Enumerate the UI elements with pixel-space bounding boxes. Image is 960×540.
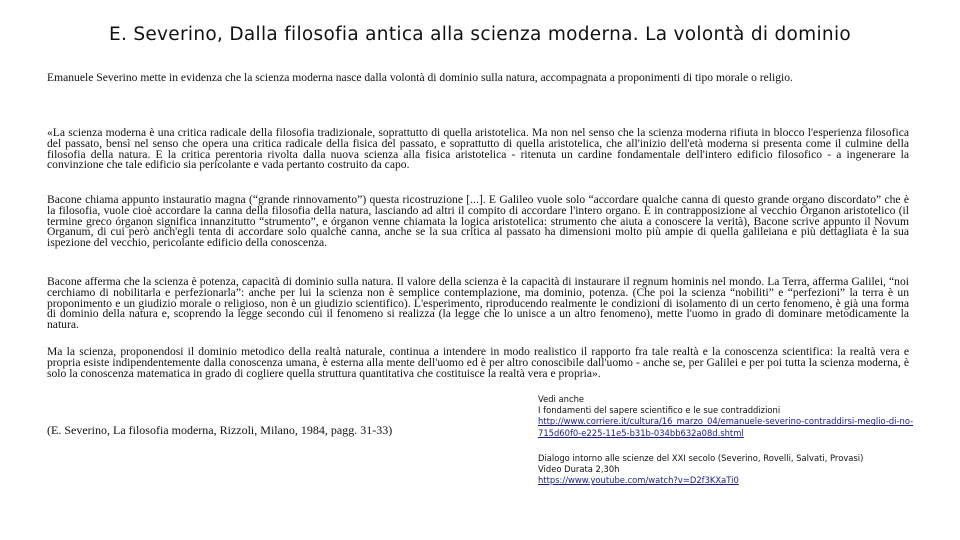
intro-paragraph: Emanuele Severino mette in evidenza che la scienza moderna nasce dalla volontà di dominio sulla natura, accompagnata a proponimenti di tipo morale o religio. xyxy=(47,71,793,84)
reference-1-title: I fondamenti del sapere scientifico e le sue contraddizioni xyxy=(538,405,781,416)
reference-2-link[interactable]: https://www.youtube.com/watch?v=D2f3KXaTi0 xyxy=(538,475,739,486)
page-title: E. Severino, Dalla filosofia antica alla scienza moderna. La volontà di dominio xyxy=(108,24,852,45)
spacer xyxy=(538,439,938,453)
see-also-box xyxy=(538,394,938,486)
quote-paragraph-1: «La scienza moderna è una critica radicale della filosofia tradizionale, soprattutto di quella aristotelica. Ma non nel senso che la scienza moderna rifiuta in blocco l'esperienza filosofica del passato, bensì nel senso che opera una critica radicale della fisica del passato, e soprattutto di quella aristotelica, che all'inizio dell'età moderna si presenta come il culmine della filosofia della natura. E la critica perentoria rivolta dalla nuova scienza alla fisica aristotelica - ritenuta un cardine fondamentale dell'intero edificio filosofico - a ingenerare la convinzione che tale edificio sia pericolante e vada pertanto costruito da capo. xyxy=(47,126,909,172)
reference-2-duration: Video Durata 2,30h xyxy=(538,464,620,475)
reference-2-title: Dialogo intorno alle scienze del XXI secolo (Severino, Rovelli, Salvati, Provasi) xyxy=(538,452,864,463)
quote-paragraph-4: Ma la scienza, proponendosi il dominio metodico della realtà naturale, continua a intendere in modo realistico il rapporto fra tale realtà e la conoscenza scientifica: la realtà vera e propria esiste indipendentemente dalla conoscenza umana, è esterna alla mente dell'uomo ed è per altro conoscibile dall'uomo - anche se, per Galilei e per poi tutta la scienza moderna, è solo la conoscenza matematica in grado di cogliere quella struttura quantitativa che costituisce la realtà vera e propria». xyxy=(47,345,909,380)
citation: (E. Severino, La filosofia moderna, Rizzoli, Milano, 1984, pagg. 31-33) xyxy=(47,423,393,437)
see-also-heading: Vedi anche xyxy=(538,394,585,404)
quote-paragraph-3: Bacone afferma che la scienza è potenza, capacità di dominio sulla natura. Il valore della scienza è la capacità di instaurare il regnum hominis nel mondo. La Terra, afferma Galilei, “noi cerchiamo di nobilitarla e perfezionarla”: anche per lui la scienza non è semplice contemplazione, ma dominio, potenza. (Che poi la scienza “nobiliti” e “perfezioni” la terra è un proponimento e un giudizio morale o religioso, non è un giudizio scientifico). L'esperimento, riproducendo realmente le condizioni di isolamento di un certo fenomeno, è già una forma di dominio della natura e, scoprendo la legge secondo cui il fenomeno si realizza (la legge che lo unisce a un altro fenomeno), mette l'uomo in grado di dominare metodicamente la natura. xyxy=(47,275,909,332)
reference-1-link[interactable]: http://www.corriere.it/cultura/16_marzo_04/emanuele-severino-contraddirsi-meglio-di-no-715d60f0-e225-11e5-b31b-034bb632a08d.shtml xyxy=(538,416,914,438)
quote-paragraph-2: Bacone chiama appunto instauratio magna (“grande rinnovamento”) questa ricostruzione [...]. E Galileo vuole solo “accordare qualche canna di questo grande organo discordato” che è la filosofia, vuole cioè accordare la canna della filosofia della natura, lasciando ad altri il compito di accordare l'intero organo. E in contrapposizione al vecchio Organon aristotelico (il termine greco órganon significa innanzitutto “strumento”, e órganon venne chiamata la logica aristotelica: strumento che aiuta a conoscere la verità), Bacone scrive appunto il Novum Organum, di cui però anch'egli tenta di accordare solo qualche canna, anche se la sua critica al passato ha dimensioni molto più ampie di quella galileiana e più dettagliata è la sua ispezione del vecchio, pericolante edificio della conoscenza. xyxy=(47,193,909,250)
